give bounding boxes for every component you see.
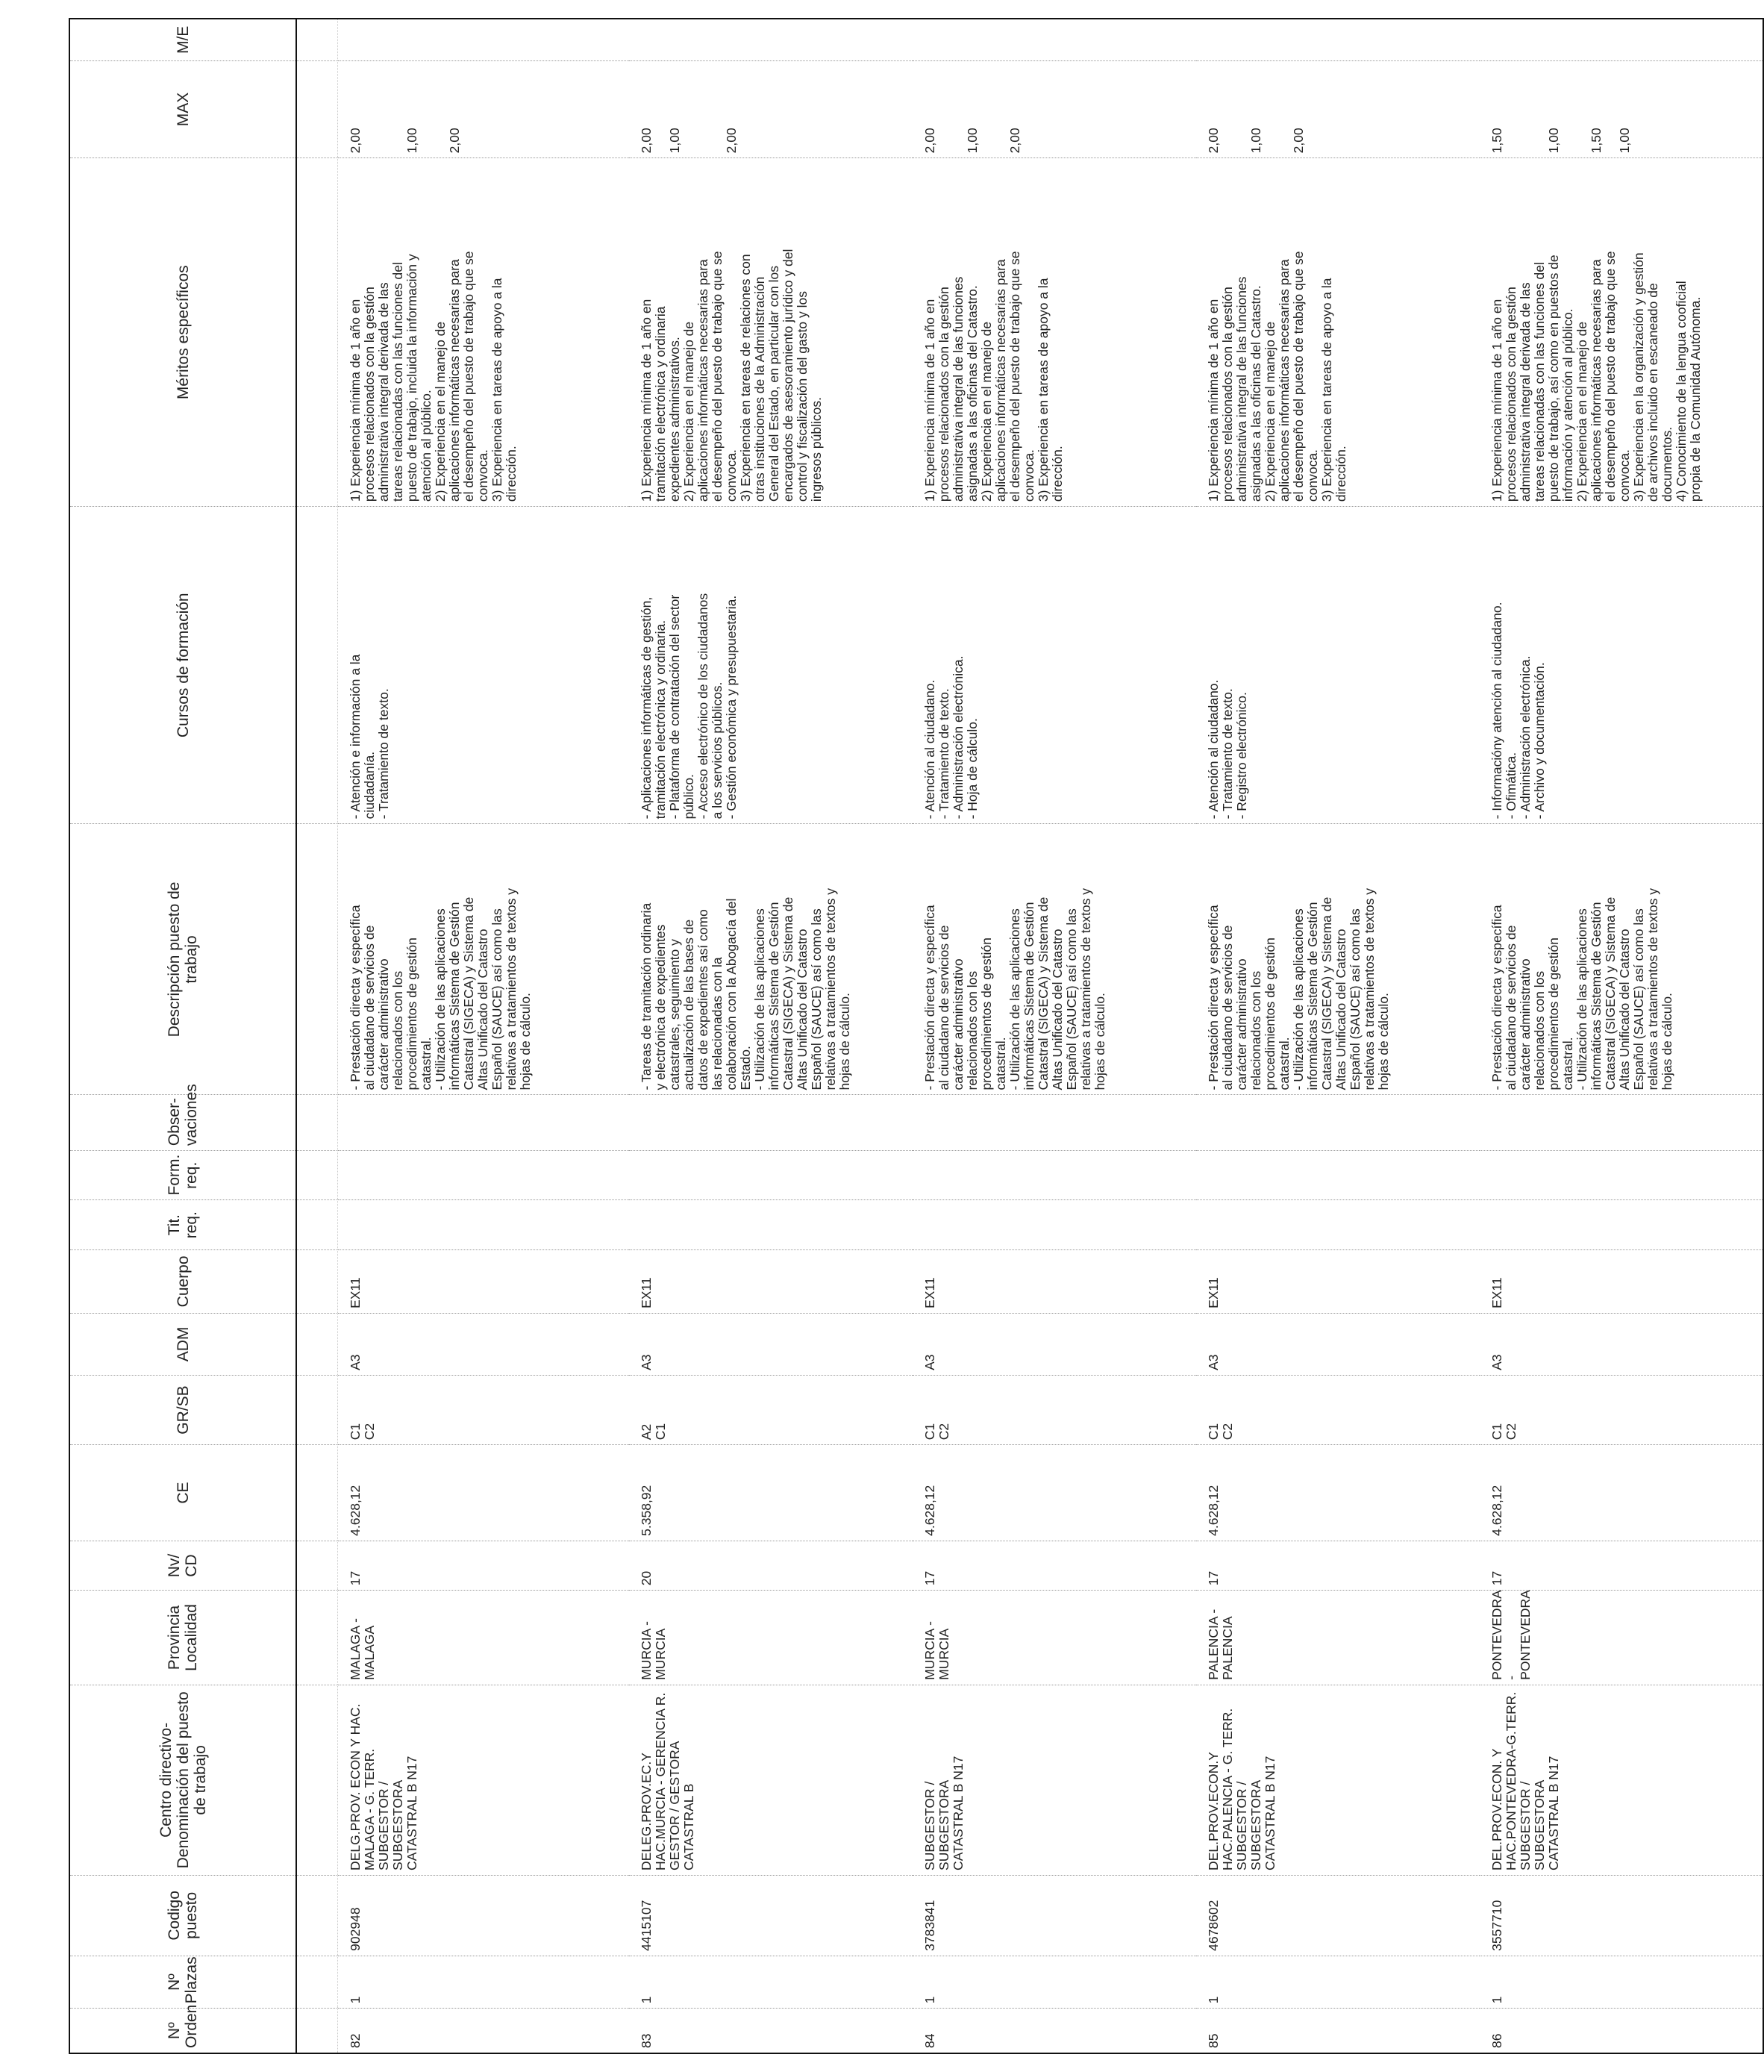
table-row [338, 19, 629, 2053]
max-value [654, 66, 668, 154]
cell-cuerpo: EX11 [913, 1249, 1196, 1313]
cell-provincia: MALAGA - MALAGA [338, 1591, 629, 1685]
header-ce: CE [69, 1445, 296, 1541]
cell-descripcion: - Tareas de tramitación ordinaria y electrónica de expedientes catastrales, seguimiento y actualización de las bases de datos de expedientes así como las relacionadas con la colaboración con la Abogacía del Estado. - Utilización de las aplicaciones informáticas Sistema de Gestión Catastral (SIGECA) y Sistema de Altas Unificado del Catastro Español (SAUCE) así como las relativas a tratamientos de textos y hojas de cálculo. [629, 824, 913, 1095]
max-value [994, 66, 1008, 154]
cell-centro: DEL.PROV.ECON.Y HAC.PALENCIA - G. TERR. SUBGESTOR / SUBGESTORA CATASTRAL B N17 [1196, 1685, 1480, 1875]
cell-meritos: 1) Experiencia mínima de 1 año en procesos relacionados con la gestión administrativa integral de las funciones asignadas a las oficinas del Catastro. 2) Experiencia en el manejo de aplicaciones informáticas necesarias para el desempeño del puesto de trabajo que se convoca. 3) Experiencia en tareas de apoyo a la dirección. [1196, 158, 1480, 507]
max-value: 2,00 [447, 128, 462, 154]
cell-plazas: 1 [338, 1956, 629, 2009]
cell-cursos: - Informacióny atención al ciudadano. - Ofimática. - Administración electrónica. - Archivo y documentación. [1480, 507, 1763, 824]
cell-obs [913, 1095, 1196, 1151]
header-nivel: Nv/ CD [69, 1541, 296, 1590]
cell-form [629, 1151, 913, 1200]
header-orden: Nº Orden [69, 2009, 296, 2053]
cell-plazas: 1 [1196, 1956, 1480, 2009]
max-value [1561, 66, 1575, 154]
cell-meritos: 1) Experiencia mínima de 1 año en procesos relacionados con la gestión administrativa integral derivada de las tareas relacionadas con las funciones del puesto de trabajo, incluida la información y atención al público. 2) Experiencia en el manejo de aplicaciones informáticas necesarias para el desempeño del puesto de trabajo que se convoca. 3) Experiencia en tareas de apoyo a la dirección. [338, 158, 629, 507]
max-value: 1,50 [1588, 128, 1604, 154]
cell-descripcion: - Prestación directa y específica al ciudadano de servicios de carácter administrativo relacionados con los procedimientos de gestión catastral. - Utilización de las aplicaciones informáticas Sistema de Gestión Catastral (SIGECA) y Sistema de Altas Unificado del Catastro Español (SAUCE) así como las relativas a tratamientos de textos y hojas de cálculo. [1480, 824, 1763, 1095]
header-codigo: Codigo puesto [69, 1875, 296, 1956]
max-value [1575, 66, 1589, 154]
cell-centro: DELG.PROV. ECON Y HAC. MALAGA - G. TERR. SUBGESTOR / SUBGESTORA CATASTRAL B N17 [338, 1685, 629, 1875]
cell-cuerpo: EX11 [338, 1249, 629, 1313]
header-cursos: Cursos de formación [69, 507, 296, 824]
max-value: 2,00 [638, 128, 654, 154]
max-value: 1,00 [404, 128, 419, 154]
cell-orden: 85 [1196, 2009, 1480, 2053]
cell-orden: 83 [629, 2009, 913, 2053]
header-adm: ADM [69, 1313, 296, 1375]
max-value [710, 66, 725, 154]
cell-ce: 4.628,12 [338, 1445, 629, 1541]
cell-orden: 84 [913, 2009, 1196, 2053]
header-plazas: Nº Plazas [69, 1956, 296, 2009]
max-value: 1,00 [964, 128, 980, 154]
max-value [363, 66, 377, 154]
header-tit: Tit. req. [69, 1200, 296, 1249]
cell-codigo: 902948 [338, 1875, 629, 1956]
cell-obs [1196, 1095, 1480, 1151]
max-value [1533, 66, 1547, 154]
cell-obs [1480, 1095, 1763, 1151]
cell-ce: 5.358,92 [629, 1445, 913, 1541]
cell-descripcion: - Prestación directa y específica al ciudadano de servicios de carácter administrativo relacionados con los procedimientos de gestión catastral. - Utilización de las aplicaciones informáticas Sistema de Gestión Catastral (SIGECA) y Sistema de Altas Unificado del Catastro Español (SAUCE) así como las relativas a tratamientos de textos y hojas de cálculo. [1196, 824, 1480, 1095]
cell-grsb: C1 C2 [1480, 1375, 1763, 1444]
cell-tit [629, 1200, 913, 1249]
cell-orden: 86 [1480, 2009, 1763, 2053]
cell-plazas: 1 [913, 1956, 1196, 2009]
cell-cuerpo: EX11 [1196, 1249, 1480, 1313]
max-value [1221, 66, 1235, 154]
cell-cursos: - Atención al ciudadano. - Tratamiento de texto. - Registro electrónico. [1196, 507, 1480, 824]
table-body [296, 19, 1763, 2053]
cell-ce: 4.628,12 [913, 1445, 1196, 1541]
max-value [1235, 66, 1249, 154]
cell-ce: 4.628,12 [1196, 1445, 1480, 1541]
max-value: 1,50 [1489, 128, 1504, 154]
cell-codigo: 4678602 [1196, 1875, 1480, 1956]
cell-me [1196, 19, 1480, 60]
cell-plazas: 1 [1480, 1956, 1763, 2009]
cell-grsb: C1 C2 [338, 1375, 629, 1444]
cell-nivel: 17 [913, 1541, 1196, 1590]
max-value: 2,00 [348, 128, 363, 154]
max-value [419, 66, 434, 154]
cell-max [338, 60, 629, 158]
max-value: 1,00 [1545, 128, 1561, 154]
cell-nivel: 17 [338, 1541, 629, 1590]
max-value: 2,00 [1205, 128, 1221, 154]
header-form: Form. req. [69, 1151, 296, 1200]
cell-form [1196, 1151, 1480, 1200]
max-value [696, 66, 710, 154]
cell-me [629, 19, 913, 60]
cell-nivel: 17 [1480, 1541, 1763, 1590]
cell-grsb: C1 C2 [1196, 1375, 1480, 1444]
max-value [377, 66, 391, 154]
cell-tit [1196, 1200, 1480, 1249]
cell-me [338, 19, 629, 60]
max-value: 1,00 [1616, 128, 1632, 154]
cell-codigo: 4415107 [629, 1875, 913, 1956]
cell-grsb: C1 C2 [913, 1375, 1196, 1444]
spacer-row [296, 19, 338, 2053]
top-strip [10, 18, 48, 2054]
max-value: 2,00 [1290, 128, 1306, 154]
cell-cuerpo: EX11 [1480, 1249, 1763, 1313]
cell-max [1480, 60, 1763, 158]
table-row [629, 19, 913, 2053]
header-meritos: Méritos específicos [69, 158, 296, 507]
header-descripcion: Descripción puesto de trabajo [69, 824, 296, 1095]
cell-centro: DEL.PROV.ECON. Y HAC.PONTEVEDRA-G.TERR. SUBGESTOR / SUBGESTORA CATASTRAL B N17 [1480, 1685, 1763, 1875]
header-me: M/E [69, 19, 296, 60]
cell-nivel: 20 [629, 1541, 913, 1590]
cell-codigo: 3783841 [913, 1875, 1196, 1956]
cell-adm: A3 [338, 1313, 629, 1375]
cell-max [1196, 60, 1480, 158]
cell-meritos: 1) Experiencia mínima de 1 año en tramitación electrónica y ordinaria expedientes administrativos. 2) Experiencia en el manejo de aplicaciones informáticas necesarias para el desempeño del puesto de trabajo que se convoca. 3) Experiencia en tareas de relaciones con otras instituciones de la Administración General del Estado, en particular con los encargados de asesoramiento jurídico y del control y fiscalización del gasto y los ingresos públicos. [629, 158, 913, 507]
header-centro: Centro directivo- Denominación del puesto de trabajo [69, 1685, 296, 1875]
max-value [1263, 66, 1277, 154]
table-row [913, 19, 1196, 2053]
max-value [1277, 66, 1292, 154]
cell-obs [629, 1095, 913, 1151]
header-obs: Obser- vaciones [69, 1095, 296, 1151]
cell-centro: SUBGESTOR / SUBGESTORA CATASTRAL B N17 [913, 1685, 1196, 1875]
cell-provincia: MURCIA - MURCIA [629, 1591, 913, 1685]
cell-provincia: PALENCIA - PALENCIA [1196, 1591, 1480, 1685]
cell-provincia: PONTEVEDRA - PONTEVEDRA [1480, 1591, 1763, 1685]
cell-grsb: A2 C1 [629, 1375, 913, 1444]
cell-adm: A3 [1480, 1313, 1763, 1375]
max-value [434, 66, 448, 154]
max-value [682, 66, 696, 154]
cell-centro: DELEG.PROV.EC.Y HAC.MURCIA - GERENCIA R. GESTOR / GESTORA CATASTRAL B [629, 1685, 913, 1875]
max-value [1504, 66, 1519, 154]
max-value: 1,00 [666, 128, 682, 154]
max-value [1519, 66, 1533, 154]
header-max: MAX [69, 60, 296, 158]
table-row [1480, 19, 1763, 2053]
max-value [951, 66, 966, 154]
table-row [1196, 19, 1480, 2053]
cell-me [1480, 19, 1763, 60]
max-value [391, 66, 405, 154]
cell-descripcion: - Prestación directa y específica al ciudadano de servicios de carácter administrativo relacionados con los procedimientos de gestión catastral. - Utilización de las aplicaciones informáticas Sistema de Gestión Catastral (SIGECA) y Sistema de Altas Unificado del Catastro Español (SAUCE) así como las relativas a tratamientos de textos y hojas de cálculo. [338, 824, 629, 1095]
max-value [937, 66, 951, 154]
cell-adm: A3 [1196, 1313, 1480, 1375]
cell-meritos: 1) Experiencia mínima de 1 año en procesos relacionados con la gestión administrativa integral de las funciones asignadas a las oficinas del Catastro. 2) Experiencia en el manejo de aplicaciones informáticas necesarias para el desempeño del puesto de trabajo que se convoca. 3) Experiencia en tareas de apoyo a la dirección. [913, 158, 1196, 507]
cell-codigo: 3557710 [1480, 1875, 1763, 1956]
max-value [1604, 66, 1618, 154]
max-value: 2,00 [922, 128, 937, 154]
cell-orden: 82 [338, 2009, 629, 2053]
cell-form [913, 1151, 1196, 1200]
max-value [980, 66, 994, 154]
cell-ce: 4.628,12 [1480, 1445, 1763, 1541]
cell-form [338, 1151, 629, 1200]
cell-adm: A3 [913, 1313, 1196, 1375]
cell-cursos: - Atención al ciudadano. - Tratamiento de texto. - Administración electrónica. - Hoja de cálculo. [913, 507, 1196, 824]
cell-max [629, 60, 913, 158]
cell-max [913, 60, 1196, 158]
header-row [69, 19, 296, 2053]
cell-adm: A3 [629, 1313, 913, 1375]
cell-provincia: MURCIA - MURCIA [913, 1591, 1196, 1685]
cell-tit [1480, 1200, 1763, 1249]
max-value: 1,00 [1248, 128, 1263, 154]
cell-descripcion: - Prestación directa y específica al ciudadano de servicios de carácter administrativo relacionados con los procedimientos de gestión catastral. - Utilización de las aplicaciones informáticas Sistema de Gestión Catastral (SIGECA) y Sistema de Altas Unificado del Catastro Español (SAUCE) así como las relativas a tratamientos de textos y hojas de cálculo. [913, 824, 1196, 1095]
header-cuerpo: Cuerpo [69, 1249, 296, 1313]
cell-meritos: 1) Experiencia mínima de 1 año en procesos relacionados con la gestión administrativa integral derivada de las tareas relacionadas con las funciones del puesto de trabajo, así como en puestos de información y atención al público. 2) Experiencia en el manejo de aplicaciones informáticas necesarias para el desempeño del puesto de trabajo que se convoca. 3) Experiencia en la organización y gestión de archivos incluido en escaneado de documentos. 4) Conocimiento de la lengua cooficial propia de la Comunidad Autónoma. [1480, 158, 1763, 507]
cell-me [913, 19, 1196, 60]
header-provincia: Provincia Localidad [69, 1591, 296, 1685]
cell-cursos: - Atención e información a la ciudadanía. - Tratamiento de texto. [338, 507, 629, 824]
max-value: 2,00 [1007, 128, 1022, 154]
header-grsb: GR/SB [69, 1375, 296, 1444]
cell-cursos: - Aplicaciones informáticas de gestión, tramitación electrónica y ordinaria. - Plataforma de contratación del sector público. - Acceso electrónico de los ciudadanos a los servicios públicos. - Gestión económica y presupuestaria. [629, 507, 913, 824]
cell-tit [913, 1200, 1196, 1249]
cell-form [1480, 1151, 1763, 1200]
cell-nivel: 17 [1196, 1541, 1480, 1590]
cell-cuerpo: EX11 [629, 1249, 913, 1313]
cell-obs [338, 1095, 629, 1151]
cell-tit [338, 1200, 629, 1249]
positions-table [69, 18, 1764, 2054]
cell-plazas: 1 [629, 1956, 913, 2009]
max-value: 2,00 [723, 128, 739, 154]
